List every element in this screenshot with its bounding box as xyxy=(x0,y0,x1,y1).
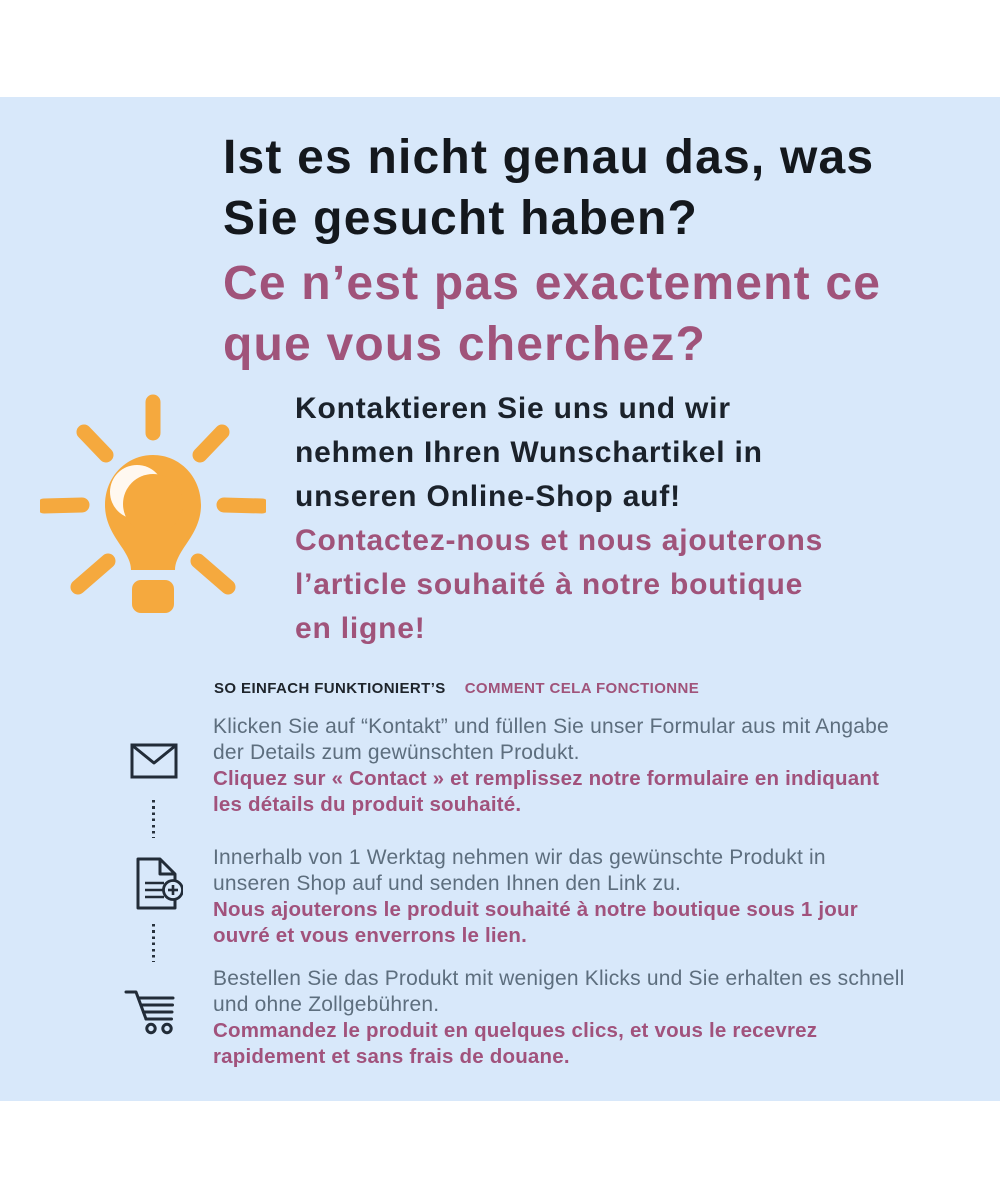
step-1 xyxy=(213,714,889,818)
step2-de-line1: Innerhalb von 1 Werktag nehmen wir das gewünschte Produkt in xyxy=(213,846,826,869)
step2-de-line2: unseren Shop auf und senden Ihnen den Link zu. xyxy=(213,872,682,895)
intro-de-line3: unseren Online-Shop auf! xyxy=(295,480,681,513)
step1-fr-line2: les détails du produit souhaité. xyxy=(213,793,522,816)
intro-fr-line1: Contactez-nous et nous ajouterons xyxy=(295,524,824,557)
step1-fr-line1: Cliquez sur « Contact » et remplissez notre formulaire en indiquant xyxy=(213,767,880,790)
hero-title-de-line1: Ist es nicht genau das, was xyxy=(223,131,875,184)
step3-de-line2: und ohne Zollgebühren. xyxy=(213,993,440,1016)
document-add-icon xyxy=(131,857,183,911)
how-it-works-header xyxy=(214,680,699,697)
hero-title-german xyxy=(223,127,874,249)
step-3 xyxy=(213,966,904,1070)
hero-title-de-line2: Sie gesucht haben? xyxy=(223,192,699,245)
intro-de-line2: nehmen Ihren Wunschartikel in xyxy=(295,436,763,469)
how-it-works-label-de: SO EINFACH FUNKTIONIERT’S xyxy=(214,680,446,697)
step2-fr-line1: Nous ajouterons le produit souhaité à notre boutique sous 1 jour xyxy=(213,898,858,921)
intro-de-line1: Kontaktieren Sie uns und wir xyxy=(295,392,731,425)
how-it-works-label-fr: COMMENT CELA FONCTIONNE xyxy=(464,680,700,697)
step3-fr-line2: rapidement et sans frais de douane. xyxy=(213,1045,570,1068)
step-2 xyxy=(213,845,858,949)
envelope-icon xyxy=(130,743,178,779)
hero-title-fr-line2: que vous cherchez? xyxy=(223,318,707,371)
dotted-connector-1 xyxy=(152,800,155,838)
hero-title-french xyxy=(223,253,881,375)
lightbulb-icon xyxy=(40,393,266,623)
intro-fr-line3: en ligne! xyxy=(295,612,426,645)
step3-fr-line1: Commandez le produit en quelques clics, et vous le recevrez xyxy=(213,1019,818,1042)
hero-title-fr-line1: Ce n’est pas exactement ce xyxy=(223,257,882,310)
blue-panel xyxy=(0,97,1000,1101)
intro-fr-line2: l’article souhaité à notre boutique xyxy=(295,568,804,601)
step2-fr-line2: ouvré et vous enverrons le lien. xyxy=(213,924,528,947)
cart-icon xyxy=(124,987,176,1035)
step1-de-line1: Klicken Sie auf “Kontakt” und füllen Sie unser Formular aus mit Angabe xyxy=(213,715,889,738)
intro-paragraph xyxy=(295,387,823,651)
step1-de-line2: der Details zum gewünschten Produkt. xyxy=(213,741,580,764)
step3-de-line1: Bestellen Sie das Produkt mit wenigen Klicks und Sie erhalten es schnell xyxy=(213,967,905,990)
dotted-connector-2 xyxy=(152,924,155,962)
